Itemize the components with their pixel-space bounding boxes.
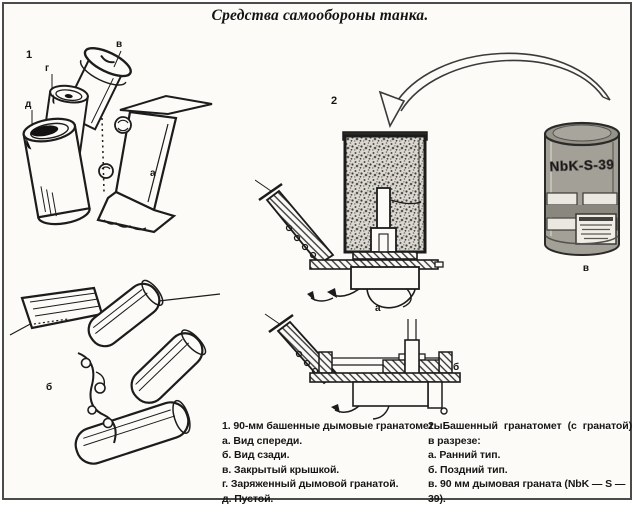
- fig1-label-a: а: [150, 168, 156, 179]
- figure-launchers-rear-view: [8, 268, 223, 473]
- caption-column-right: [428, 419, 632, 507]
- caption-item: а. Вид спереди.: [222, 434, 303, 447]
- figure-smoke-grenade-canister: [532, 108, 632, 278]
- figure-launchers-front-view: [8, 34, 213, 246]
- caption-item: д. Пустой.: [222, 492, 274, 505]
- caption-right-heading-line2: в разрезе:: [428, 434, 481, 447]
- fig1-number-label: 1: [26, 49, 33, 61]
- caption-item: в. Закрытый крышкой.: [222, 463, 340, 476]
- page-title: Средства самообороны танка.: [211, 7, 429, 24]
- insertion-arrow: [372, 40, 624, 132]
- canister-label-v: в: [582, 263, 590, 274]
- caption-column-left: [222, 419, 446, 507]
- fig1-label-g: г: [45, 63, 50, 74]
- caption-item: б. Вид сзади.: [222, 449, 290, 462]
- fig1-label-d: д: [25, 99, 32, 110]
- fig1-label-v: в: [116, 39, 123, 50]
- figure-section-late-type: [263, 312, 473, 420]
- fig3-label-a: а: [375, 303, 381, 314]
- caption-item: в. 90 мм дымовая граната (NbK — S — 39).: [428, 478, 626, 505]
- canister-brand-text: NbK-S-39: [549, 156, 615, 175]
- caption-left-list: [222, 434, 428, 507]
- fig2-label-b: б: [46, 382, 53, 393]
- caption-item: г. Заряженный дымовой гранатой.: [222, 478, 399, 491]
- caption-left-heading: 1. 90-мм башенные дымовые гранатометы:: [222, 420, 446, 432]
- caption-right-list: [428, 448, 632, 506]
- fig3-number-label: 2: [331, 95, 338, 107]
- fig4-label-b: б: [453, 362, 460, 373]
- caption-right-heading-line1: 2. Башенный гранатомет (с гранатой): [428, 420, 632, 432]
- caption-item: а. Ранний тип.: [428, 449, 501, 462]
- caption-item: б. Поздний тип.: [428, 463, 508, 476]
